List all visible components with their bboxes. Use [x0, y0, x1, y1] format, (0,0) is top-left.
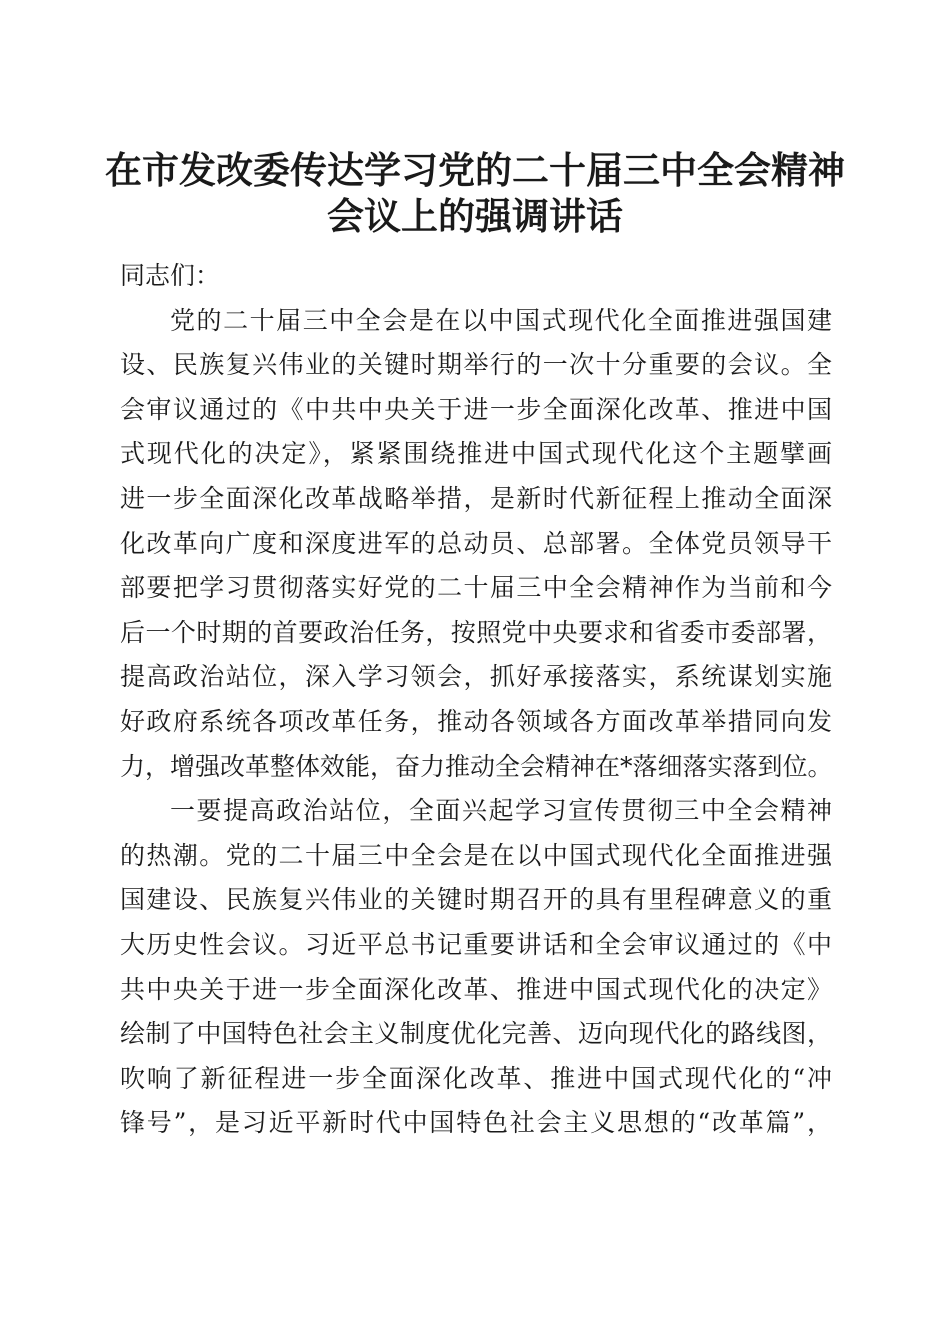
paragraph-line: 大历史性会议。习近平总书记重要讲话和全会审议通过的《中 — [120, 929, 832, 959]
paragraph-line: 进一步全面深化改革战略举措，是新时代新征程上推动全面深 — [120, 483, 832, 513]
paragraph-line: 国建设、民族复兴伟业的关键时期召开的具有里程碑意义的重 — [120, 885, 832, 915]
paragraph-line: 的热潮。党的二十届三中全会是在以中国式现代化全面推进强 — [120, 840, 832, 870]
paragraph-line: 共中央关于进一步全面深化改革、推进中国式现代化的决定》 — [120, 974, 832, 1004]
paragraph-line: 一要提高政治站位，全面兴起学习宣传贯彻三中全会精神 — [170, 796, 832, 826]
paragraph-line: 后一个时期的首要政治任务，按照党中央要求和省委市委部署， — [120, 617, 832, 647]
paragraph-line: 力，增强改革整体效能，奋力推动全会精神在*落细落实落到位。 — [120, 751, 833, 781]
paragraph-line: 会审议通过的《中共中央关于进一步全面深化改革、推进中国 — [120, 394, 832, 424]
document-title-line-1: 在市发改委传达学习党的二十届三中全会精神 — [105, 148, 845, 192]
paragraph-line: 设、民族复兴伟业的关键时期举行的一次十分重要的会议。全 — [120, 350, 832, 380]
document-title-line-2: 会议上的强调讲话 — [327, 194, 623, 238]
paragraph-line: 好政府系统各项改革任务，推动各领域各方面改革举措同向发 — [120, 706, 832, 736]
paragraph-line: 式现代化的决定》，紧紧围绕推进中国式现代化这个主题擘画 — [120, 439, 832, 469]
paragraph-line: 部要把学习贯彻落实好党的二十届三中全会精神作为当前和今 — [120, 573, 832, 603]
paragraph-line: 绘制了中国特色社会主义制度优化完善、迈向现代化的路线图， — [120, 1019, 832, 1049]
salutation: 同志们： — [120, 261, 221, 290]
paragraph-line: 提高政治站位，深入学习领会，抓好承接落实，系统谋划实施 — [120, 662, 832, 692]
document-body — [120, 254, 832, 1146]
paragraph-1 — [120, 299, 832, 790]
paragraph-line: 化改革向广度和深度进军的总动员、总部署。全体党员领导干 — [120, 528, 832, 558]
paragraph-2 — [120, 789, 832, 1146]
paragraph-line: 锋号”，是习近平新时代中国特色社会主义思想的“改革篇”， — [120, 1108, 832, 1138]
paragraph-line: 党的二十届三中全会是在以中国式现代化全面推进强国建 — [170, 305, 832, 335]
paragraph-line: 吹响了新征程进一步全面深化改革、推进中国式现代化的“冲 — [120, 1063, 832, 1093]
